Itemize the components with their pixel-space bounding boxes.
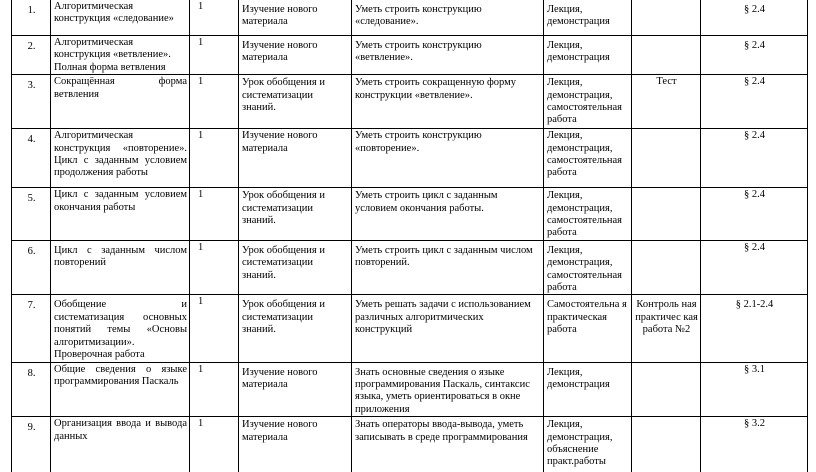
paragraph-cell: § 2.4 xyxy=(701,0,808,36)
methods-cell: Лекция, демонстрация, объяснение практ.работы xyxy=(544,417,632,472)
hours-cell: 1 xyxy=(190,36,239,75)
control-cell xyxy=(632,36,701,75)
table-row xyxy=(12,362,808,417)
lesson-plan-table xyxy=(11,0,808,472)
hours-cell: 1 xyxy=(190,75,239,129)
paragraph-cell: § 2.4 xyxy=(701,188,808,241)
topic-cell: Общие сведения о языке программирования Паскаль xyxy=(51,362,190,417)
paragraph-cell: § 3.1 xyxy=(701,362,808,417)
lesson-type-cell: Урок обобщения и систематизации знаний. xyxy=(239,240,352,295)
paragraph-cell: § 2.4 xyxy=(701,36,808,75)
methods-cell: Лекция, демонстрация, самостоятельная работа xyxy=(544,188,632,241)
lesson-type-cell: Изучение нового материала xyxy=(239,36,352,75)
table-row xyxy=(12,240,808,295)
hours-cell: 1 xyxy=(190,0,239,36)
paragraph-cell: § 3.2 xyxy=(701,417,808,472)
requirements-cell: Уметь строить конструкцию «повторение». xyxy=(352,129,544,188)
lesson-type-cell: Изучение нового материала xyxy=(239,0,352,36)
control-cell xyxy=(632,0,701,36)
topic-cell: Алгоритмическая конструкция «повторение». Цикл с заданным условием продолжения работы xyxy=(51,129,190,188)
methods-cell: Лекция, демонстрация xyxy=(544,362,632,417)
control-cell: Тест xyxy=(632,75,701,129)
hours-cell: 1 xyxy=(190,295,239,362)
table-row xyxy=(12,129,808,188)
hours-cell: 1 xyxy=(190,240,239,295)
table-row xyxy=(12,36,808,75)
requirements-cell: Уметь строить конструкцию «следование». xyxy=(352,0,544,36)
row-number: 6. xyxy=(12,240,51,295)
methods-cell: Лекция, демонстрация, самостоятельная работа xyxy=(544,75,632,129)
paragraph-cell: § 2.4 xyxy=(701,75,808,129)
topic-cell: Обобщение и систематизация основных понятий темы «Основы алгоритмизации». Проверочная работа xyxy=(51,295,190,362)
row-number: 7. xyxy=(12,295,51,362)
requirements-cell: Уметь строить сокращенную форму конструкции «ветвление». xyxy=(352,75,544,129)
row-number: 9. xyxy=(12,417,51,472)
row-number: 3. xyxy=(12,75,51,129)
lesson-type-cell: Изучение нового материала xyxy=(239,362,352,417)
control-cell xyxy=(632,188,701,241)
paragraph-cell: § 2.4 xyxy=(701,129,808,188)
table-row xyxy=(12,417,808,472)
control-cell: Контроль ная практичес кая работа №2 xyxy=(632,295,701,362)
lesson-type-cell: Изучение нового материала xyxy=(239,417,352,472)
methods-cell: Лекция, демонстрация, самостоятельная работа xyxy=(544,129,632,188)
hours-cell: 1 xyxy=(190,188,239,241)
lesson-type-cell: Урок обобщения и систематизации знаний. xyxy=(239,188,352,241)
hours-cell: 1 xyxy=(190,417,239,472)
lesson-type-cell: Изучение нового материала xyxy=(239,129,352,188)
topic-cell xyxy=(51,0,190,36)
lesson-type-cell: Урок обобщения и систематизации знаний. xyxy=(239,295,352,362)
topic-cell xyxy=(51,36,190,75)
topic-text: Алгоритмическая конструкция «следование» xyxy=(54,1,174,25)
requirements-cell: Знать операторы ввода-вывода, уметь записывать в среде программирования xyxy=(352,417,544,472)
methods-cell: Лекция, демонстрация, самостоятельная работа xyxy=(544,240,632,295)
topic-cell: Цикл с заданным условием окончания работы xyxy=(51,188,190,241)
row-number: 2. xyxy=(12,36,51,75)
requirements-cell: Уметь строить цикл с заданным условием окончания работы. xyxy=(352,188,544,241)
control-cell xyxy=(632,362,701,417)
requirements-cell: Уметь решать задачи с использованием различных алгоритмических конструкций xyxy=(352,295,544,362)
requirements-cell: Уметь строить конструкцию «ветвление». xyxy=(352,36,544,75)
hours-cell: 1 xyxy=(190,362,239,417)
row-number: 5. xyxy=(12,188,51,241)
row-number: 1. xyxy=(12,0,51,36)
topic-cell: Цикл с заданным числом повторений xyxy=(51,240,190,295)
methods-cell: Лекция, демонстрация xyxy=(544,0,632,36)
table-row xyxy=(12,0,808,36)
topic-text: Алгоритмическая конструкция «ветвление». Полная форма ветвления xyxy=(54,37,171,73)
paragraph-cell: § 2.1-2.4 xyxy=(701,295,808,362)
methods-cell: Самостоятельна я практическая работа xyxy=(544,295,632,362)
requirements-cell: Знать основные сведения о языке программирования Паскаль, синтаксис языка, уметь ориентироваться в окне приложения xyxy=(352,362,544,417)
paragraph-cell: § 2.4 xyxy=(701,240,808,295)
table-row xyxy=(12,75,808,129)
table-row xyxy=(12,188,808,241)
row-number: 8. xyxy=(12,362,51,417)
hours-cell: 1 xyxy=(190,129,239,188)
control-cell xyxy=(632,129,701,188)
control-cell xyxy=(632,240,701,295)
row-number: 4. xyxy=(12,129,51,188)
control-cell xyxy=(632,417,701,472)
lesson-type-cell: Урок обобщения и систематизации знаний. xyxy=(239,75,352,129)
topic-cell: Сокращённая форма ветвления xyxy=(51,75,190,129)
topic-cell: Организация ввода и вывода данных xyxy=(51,417,190,472)
requirements-cell: Уметь строить цикл с заданным числом повторений. xyxy=(352,240,544,295)
table-row xyxy=(12,295,808,362)
methods-cell: Лекция, демонстрация xyxy=(544,36,632,75)
